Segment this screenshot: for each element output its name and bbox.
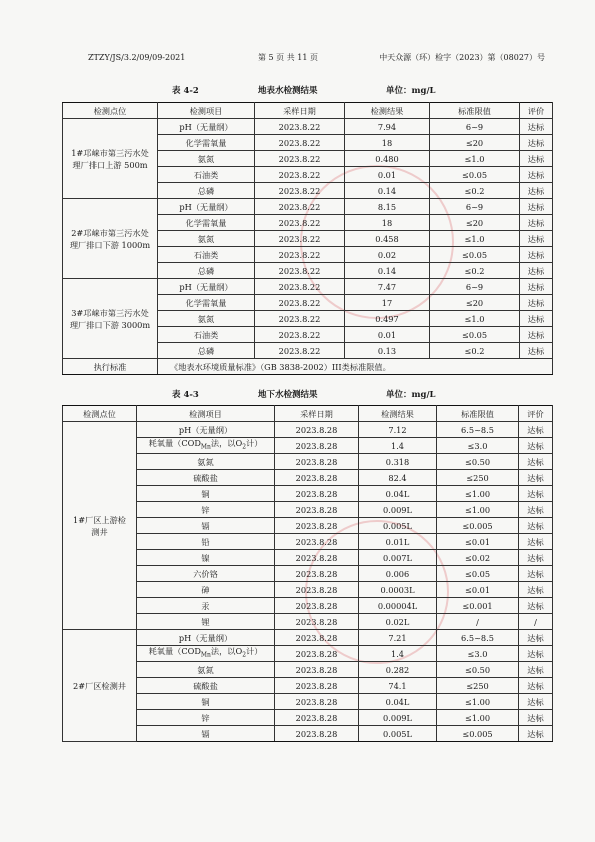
limit-cell: ≤0.01	[437, 534, 519, 550]
table-row	[63, 598, 553, 614]
date-cell: 2023.8.28	[275, 438, 359, 454]
eval-cell: 达标	[520, 279, 553, 295]
date-cell: 2023.8.22	[255, 263, 345, 279]
table-row	[63, 534, 553, 550]
col-header: 评价	[519, 406, 553, 422]
date-cell: 2023.8.22	[255, 311, 345, 327]
eval-cell: 达标	[519, 566, 553, 582]
location-cell: 2#厂区检测井	[63, 630, 137, 742]
result-cell: 0.01	[345, 167, 430, 183]
groundwater-body	[63, 422, 553, 742]
eval-cell: 达标	[520, 311, 553, 327]
eval-cell: 达标	[520, 343, 553, 359]
col-header: 检测点位	[63, 406, 137, 422]
eval-cell: 达标	[520, 135, 553, 151]
col-header: 检测结果	[359, 406, 437, 422]
limit-cell: ≤0.05	[430, 247, 520, 263]
date-cell: 2023.8.22	[255, 279, 345, 295]
date-cell: 2023.8.28	[275, 646, 359, 662]
table-header-row	[63, 103, 553, 119]
item-cell: 总磷	[158, 183, 255, 199]
col-header: 采样日期	[275, 406, 359, 422]
eval-cell: 达标	[519, 502, 553, 518]
item-cell: 汞	[137, 598, 275, 614]
item-cell: 氨氮	[158, 231, 255, 247]
table-row	[63, 454, 553, 470]
result-cell: 7.21	[359, 630, 437, 646]
eval-cell: 达标	[519, 710, 553, 726]
eval-cell: 达标	[520, 215, 553, 231]
date-cell: 2023.8.28	[275, 470, 359, 486]
eval-cell: 达标	[520, 231, 553, 247]
result-cell: 18	[345, 215, 430, 231]
result-cell: 0.01L	[359, 534, 437, 550]
limit-cell: ≤0.05	[437, 566, 519, 582]
item-cell: 锌	[137, 710, 275, 726]
eval-cell: /	[519, 614, 553, 630]
col-header: 检测点位	[63, 103, 158, 119]
item-cell: 化学需氧量	[158, 215, 255, 231]
result-cell: 0.0003L	[359, 582, 437, 598]
standard-label: 执行标准	[63, 359, 158, 375]
date-cell: 2023.8.22	[255, 119, 345, 135]
eval-cell: 达标	[520, 247, 553, 263]
result-cell: 18	[345, 135, 430, 151]
result-cell: 17	[345, 295, 430, 311]
result-cell: 0.14	[345, 183, 430, 199]
item-cell: 硫酸盐	[137, 678, 275, 694]
item-cell: pH（无量纲）	[158, 199, 255, 215]
col-header: 标准限值	[437, 406, 519, 422]
limit-cell: ≤0.001	[437, 598, 519, 614]
item-cell: 镍	[137, 550, 275, 566]
standard-text: 《地表水环境质量标准》（GB 3838-2002）III类标准限值。	[158, 359, 553, 375]
item-cell: 氨氮	[158, 311, 255, 327]
eval-cell: 达标	[520, 119, 553, 135]
eval-cell: 达标	[519, 598, 553, 614]
limit-cell: ≤0.05	[430, 327, 520, 343]
limit-cell: ≤0.02	[437, 550, 519, 566]
date-cell: 2023.8.22	[255, 327, 345, 343]
limit-cell: ≤0.005	[437, 726, 519, 742]
table2-caption	[62, 388, 552, 402]
page-header	[88, 52, 545, 64]
item-cell: 总磷	[158, 263, 255, 279]
table-row	[63, 502, 553, 518]
table1-title: 地表水检测结果	[258, 86, 318, 96]
date-cell: 2023.8.22	[255, 247, 345, 263]
item-cell: 石油类	[158, 327, 255, 343]
date-cell: 2023.8.22	[255, 183, 345, 199]
result-cell: 0.04L	[359, 694, 437, 710]
table1-label: 表 4-2	[172, 86, 199, 96]
limit-cell: ≤0.005	[437, 518, 519, 534]
table-row	[63, 518, 553, 534]
eval-cell: 达标	[519, 694, 553, 710]
limit-cell: ≤0.05	[430, 167, 520, 183]
table2-unit: 单位：mg/L	[386, 390, 436, 400]
doc-code: ZTZY/JS/3.2/09/09-2021	[88, 53, 186, 62]
result-cell: 0.009L	[359, 502, 437, 518]
eval-cell: 达标	[519, 630, 553, 646]
limit-cell: ≤1.00	[437, 502, 519, 518]
date-cell: 2023.8.28	[275, 582, 359, 598]
date-cell: 2023.8.22	[255, 343, 345, 359]
item-cell: pH（无量纲）	[158, 279, 255, 295]
result-cell: 0.02L	[359, 614, 437, 630]
item-cell: 化学需氧量	[158, 135, 255, 151]
col-header: 检测项目	[137, 406, 275, 422]
limit-cell: ≤1.00	[437, 710, 519, 726]
result-cell: 1.4	[359, 438, 437, 454]
limit-cell: ≤20	[430, 295, 520, 311]
location-cell: 3#邛崃市第三污水处理厂排口下游 3000m	[63, 279, 158, 359]
result-cell: 8.15	[345, 199, 430, 215]
date-cell: 2023.8.22	[255, 135, 345, 151]
page-info: 第 5 页 共 11 页	[258, 53, 318, 62]
result-cell: 0.006	[359, 566, 437, 582]
date-cell: 2023.8.28	[275, 422, 359, 438]
result-cell: 0.009L	[359, 710, 437, 726]
item-cell: 氨氮	[158, 151, 255, 167]
table2-label: 表 4-3	[172, 390, 199, 400]
limit-cell: ≤1.0	[430, 151, 520, 167]
item-cell: 耗氧量（$COD_{Mn}$法，以$O_2$计）	[137, 646, 275, 662]
eval-cell: 达标	[520, 167, 553, 183]
date-cell: 2023.8.28	[275, 678, 359, 694]
table-row	[63, 614, 553, 630]
date-cell: 2023.8.28	[275, 550, 359, 566]
result-cell: 0.14	[345, 263, 430, 279]
table-row	[63, 119, 553, 135]
table1-unit: 单位：mg/L	[386, 86, 436, 96]
eval-cell: 达标	[520, 327, 553, 343]
date-cell: 2023.8.22	[255, 151, 345, 167]
limit-cell: ≤20	[430, 135, 520, 151]
limit-cell: ≤3.0	[437, 646, 519, 662]
table-row	[63, 550, 553, 566]
table-row	[63, 279, 553, 295]
limit-cell: 6~9	[430, 199, 520, 215]
eval-cell: 达标	[519, 534, 553, 550]
table-row	[63, 486, 553, 502]
col-header: 检测项目	[158, 103, 255, 119]
limit-cell: ≤250	[437, 470, 519, 486]
table-row	[63, 678, 553, 694]
standard-row	[63, 359, 553, 375]
eval-cell: 达标	[519, 470, 553, 486]
date-cell: 2023.8.22	[255, 199, 345, 215]
item-cell: 氨氮	[137, 662, 275, 678]
limit-cell: 6.5~8.5	[437, 422, 519, 438]
date-cell: 2023.8.28	[275, 454, 359, 470]
eval-cell: 达标	[519, 726, 553, 742]
table-row	[63, 726, 553, 742]
table-row	[63, 630, 553, 646]
limit-cell: ≤0.2	[430, 263, 520, 279]
eval-cell: 达标	[519, 518, 553, 534]
result-cell: 7.12	[359, 422, 437, 438]
eval-cell: 达标	[519, 454, 553, 470]
result-cell: 0.480	[345, 151, 430, 167]
table-row	[63, 694, 553, 710]
item-cell: 锂	[137, 614, 275, 630]
limit-cell: ≤1.0	[430, 311, 520, 327]
date-cell: 2023.8.28	[275, 566, 359, 582]
date-cell: 2023.8.28	[275, 662, 359, 678]
date-cell: 2023.8.28	[275, 614, 359, 630]
result-cell: 0.005L	[359, 726, 437, 742]
table-header-row	[63, 406, 553, 422]
item-cell: 锌	[137, 502, 275, 518]
eval-cell: 达标	[519, 678, 553, 694]
table-row	[63, 470, 553, 486]
groundwater-table	[62, 405, 553, 742]
date-cell: 2023.8.28	[275, 726, 359, 742]
table1-caption	[62, 84, 552, 98]
item-cell: 石油类	[158, 247, 255, 263]
date-cell: 2023.8.28	[275, 486, 359, 502]
surface-water-body	[63, 119, 553, 375]
limit-cell: ≤1.00	[437, 486, 519, 502]
table-row	[63, 662, 553, 678]
eval-cell: 达标	[519, 550, 553, 566]
result-cell: 1.4	[359, 646, 437, 662]
result-cell: 74.1	[359, 678, 437, 694]
table-row	[63, 566, 553, 582]
surface-water-table	[62, 102, 553, 375]
date-cell: 2023.8.28	[275, 694, 359, 710]
limit-cell: ≤1.00	[437, 694, 519, 710]
limit-cell: ≤0.50	[437, 454, 519, 470]
item-cell: 化学需氧量	[158, 295, 255, 311]
eval-cell: 达标	[520, 183, 553, 199]
eval-cell: 达标	[520, 199, 553, 215]
result-cell: 7.47	[345, 279, 430, 295]
item-cell: pH（无量纲）	[137, 630, 275, 646]
limit-cell: ≤0.2	[430, 183, 520, 199]
result-cell: 0.458	[345, 231, 430, 247]
date-cell: 2023.8.28	[275, 630, 359, 646]
limit-cell: ≤0.01	[437, 582, 519, 598]
result-cell: 0.01	[345, 327, 430, 343]
eval-cell: 达标	[519, 486, 553, 502]
limit-cell: 6~9	[430, 279, 520, 295]
item-cell: 铅	[137, 534, 275, 550]
limit-cell: ≤3.0	[437, 438, 519, 454]
item-cell: 氨氮	[137, 454, 275, 470]
eval-cell: 达标	[519, 438, 553, 454]
item-cell: 镉	[137, 726, 275, 742]
date-cell: 2023.8.28	[275, 710, 359, 726]
date-cell: 2023.8.22	[255, 231, 345, 247]
result-cell: 0.13	[345, 343, 430, 359]
result-cell: 7.94	[345, 119, 430, 135]
date-cell: 2023.8.28	[275, 598, 359, 614]
result-cell: 0.007L	[359, 550, 437, 566]
item-cell: pH（无量纲）	[137, 422, 275, 438]
limit-cell: ≤20	[430, 215, 520, 231]
date-cell: 2023.8.28	[275, 518, 359, 534]
limit-cell: 6.5~8.5	[437, 630, 519, 646]
date-cell: 2023.8.28	[275, 502, 359, 518]
item-cell: 砷	[137, 582, 275, 598]
eval-cell: 达标	[519, 646, 553, 662]
eval-cell: 达标	[519, 422, 553, 438]
col-header: 检测结果	[345, 103, 430, 119]
date-cell: 2023.8.22	[255, 295, 345, 311]
result-cell: 0.005L	[359, 518, 437, 534]
table-row	[63, 438, 553, 454]
limit-cell: ≤1.0	[430, 231, 520, 247]
item-cell: 六价铬	[137, 566, 275, 582]
report-number: 中天众源（环）检字（2023）第（08027）号	[379, 53, 545, 62]
table-row	[63, 199, 553, 215]
item-cell: 总磷	[158, 343, 255, 359]
item-cell: 耗氧量（$COD_{Mn}$法，以$O_2$计）	[137, 438, 275, 454]
result-cell: 0.00004L	[359, 598, 437, 614]
result-cell: 0.02	[345, 247, 430, 263]
limit-cell: ≤0.50	[437, 662, 519, 678]
col-header: 标准限值	[430, 103, 520, 119]
location-cell: 1#邛崃市第三污水处理厂排口上游 500m	[63, 119, 158, 199]
result-cell: 0.04L	[359, 486, 437, 502]
limit-cell: ≤0.2	[430, 343, 520, 359]
table2-title: 地下水检测结果	[258, 390, 318, 400]
date-cell: 2023.8.22	[255, 215, 345, 231]
item-cell: 铜	[137, 694, 275, 710]
col-header: 采样日期	[255, 103, 345, 119]
result-cell: 82.4	[359, 470, 437, 486]
result-cell: 0.318	[359, 454, 437, 470]
item-cell: 铜	[137, 486, 275, 502]
eval-cell: 达标	[520, 263, 553, 279]
eval-cell: 达标	[520, 151, 553, 167]
table-row	[63, 646, 553, 662]
item-cell: 硫酸盐	[137, 470, 275, 486]
table-row	[63, 710, 553, 726]
item-cell: pH（无量纲）	[158, 119, 255, 135]
result-cell: 0.497	[345, 311, 430, 327]
result-cell: 0.282	[359, 662, 437, 678]
item-cell: 石油类	[158, 167, 255, 183]
item-cell: 镉	[137, 518, 275, 534]
date-cell: 2023.8.22	[255, 167, 345, 183]
eval-cell: 达标	[519, 582, 553, 598]
col-header: 评价	[520, 103, 553, 119]
table-row	[63, 422, 553, 438]
location-cell: 2#邛崃市第三污水处理厂排口下游 1000m	[63, 199, 158, 279]
table-row	[63, 582, 553, 598]
location-cell: 1#厂区上游检测井	[63, 422, 137, 630]
eval-cell: 达标	[520, 295, 553, 311]
date-cell: 2023.8.28	[275, 534, 359, 550]
limit-cell: ≤250	[437, 678, 519, 694]
limit-cell: 6~9	[430, 119, 520, 135]
eval-cell: 达标	[519, 662, 553, 678]
limit-cell: /	[437, 614, 519, 630]
